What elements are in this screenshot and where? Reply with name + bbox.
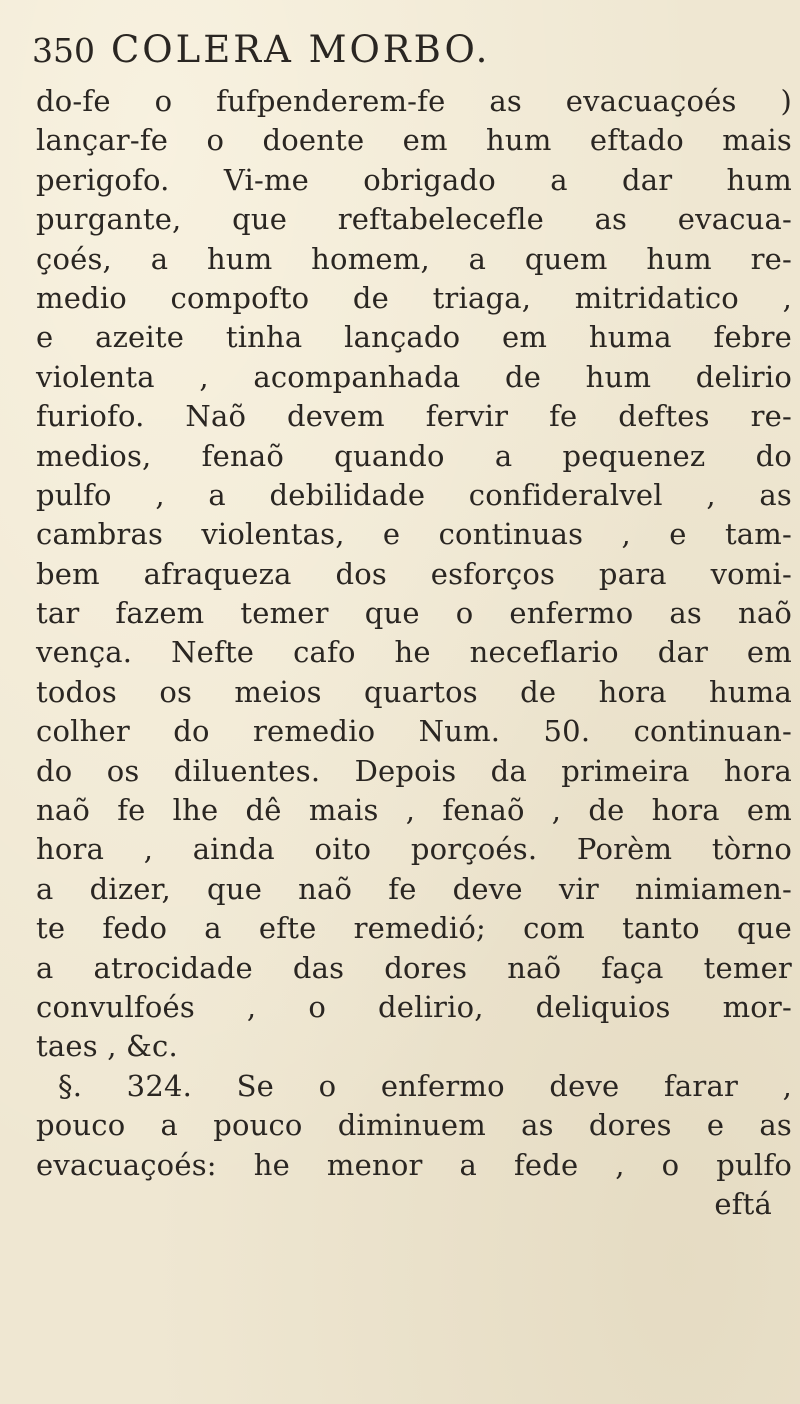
text-line: evacuaçoés: he menor a fede , o pulfo <box>36 1147 792 1182</box>
text-line: cambras violentas, e continuas , e tam- <box>36 517 792 552</box>
running-head <box>32 28 772 78</box>
text-line: hora , ainda oito porçoés. Porèm tòrno <box>36 832 792 867</box>
text-line: bem afraqueza dos esforços para vomi- <box>36 556 792 591</box>
text-line: do os diluentes. Depois da primeira hora <box>36 753 792 788</box>
text-line: te fedo a efte remedió; com tanto que <box>36 911 792 946</box>
text-line: taes , &c. <box>36 1029 178 1064</box>
text-line: perigofo. Vi-me obrigado a dar hum <box>36 162 792 197</box>
text-line: çoés, a hum homem, a quem hum re- <box>36 241 792 276</box>
text-line: do-fe o fufpenderem-fe as evacuaçoés ) <box>36 84 792 118</box>
text-line: convulfoés , o delirio, deliquios mor- <box>36 989 792 1024</box>
text-line: violenta , acompanhada de hum delirio <box>36 359 792 394</box>
body-text <box>36 82 792 1224</box>
catchword: eftá <box>714 1186 772 1221</box>
section-heading-line: §. 324. Se o enfermo deve farar , <box>58 1068 792 1103</box>
text-line: pouco a pouco diminuem as dores e as <box>36 1108 792 1143</box>
text-line: pulfo , a debilidade confideralvel , as <box>36 477 792 512</box>
text-line: medios, fenaõ quando a pequenez do <box>36 438 792 473</box>
text-line: medio compofto de triaga, mitridatico , <box>36 280 792 315</box>
running-title: COLERA MORBO. <box>111 28 491 71</box>
text-line: furiofo. Naõ devem fervir fe deftes re- <box>36 399 792 434</box>
text-line: a atrocidade das dores naõ faça temer <box>36 950 792 985</box>
text-line: a dizer, que naõ fe deve vir nimiamen- <box>36 871 792 906</box>
text-line: colher do remedio Num. 50. continuan- <box>36 714 792 749</box>
text-line: lançar-fe o doente em hum eftado mais <box>36 123 792 158</box>
text-line: naõ fe lhe dê mais , fenaõ , de hora em <box>36 793 792 828</box>
text-line: vença. Nefte cafo he neceflario dar em <box>36 635 792 670</box>
text-line: tar fazem temer que o enfermo as naõ <box>36 596 792 631</box>
text-line: todos os meios quartos de hora huma <box>36 674 792 709</box>
page-number: 350 <box>32 31 95 70</box>
text-line: e azeite tinha lançado em huma febre <box>36 320 792 355</box>
text-line: purgante, que reftabelecefle as evacua- <box>36 202 792 237</box>
